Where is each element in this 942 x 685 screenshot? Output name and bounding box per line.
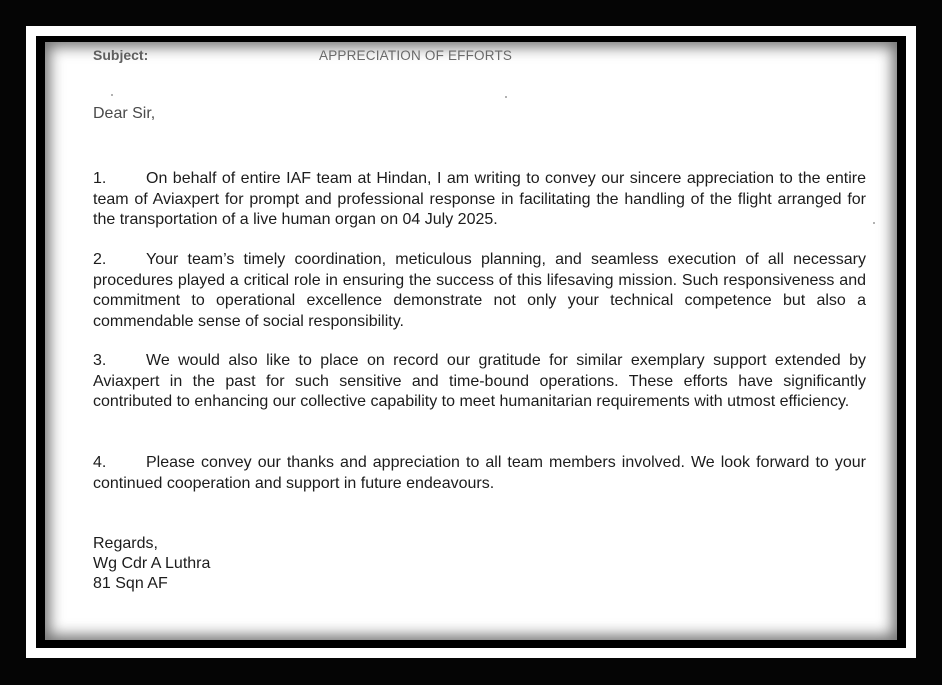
scan-speck xyxy=(873,222,875,224)
paragraph-number: 4. xyxy=(93,454,107,471)
scan-speck xyxy=(111,94,113,96)
paragraph-text: Your team’s timely coordination, meticulous planning, and seamless execution of all necessary procedures played a critical role in ensuring the success of this lifesaving mission. Such responsiveness and commitment to operational excellence demonstrate not only your technical competence but also a commendable sense of social responsibility. xyxy=(93,251,866,330)
subject-label: Subject: xyxy=(93,47,149,63)
subject-line xyxy=(93,47,512,63)
signoff-block xyxy=(93,534,866,594)
subject-text: APPRECIATION OF EFFORTS xyxy=(319,48,513,63)
paragraph-number: 3. xyxy=(93,352,107,369)
signatory-name: Wg Cdr A Luthra xyxy=(93,555,211,572)
paragraph-number: 2. xyxy=(93,251,107,268)
paragraph-4 xyxy=(93,453,866,494)
scan-speck xyxy=(505,96,507,98)
paragraph-3 xyxy=(93,351,866,413)
paragraph-number: 1. xyxy=(93,170,107,187)
paragraph-text: On behalf of entire IAF team at Hindan, I am writing to convey our sincere appreciation to the entire team of Aviaxpert for prompt and professional response in facilitating the handling of the flight arranged for the transportation of a live human organ on 04 July 2025. xyxy=(93,170,866,228)
paragraph-2 xyxy=(93,250,866,332)
paragraph-text: Please convey our thanks and appreciation to all team members involved. We look forward to your continued cooperation and support in future endeavours. xyxy=(93,454,866,492)
paragraph-text: We would also like to place on record our gratitude for similar exemplary support extended by Aviaxpert in the past for such sensitive and time-bound operations. These efforts have significantly contributed to enhancing our collective capability to meet humanitarian requirements with utmost efficiency. xyxy=(93,352,866,410)
closing: Regards, xyxy=(93,535,158,552)
salutation: Dear Sir, xyxy=(93,105,156,122)
letter-page xyxy=(45,42,897,640)
paragraph-1 xyxy=(93,169,866,231)
signatory-unit: 81 Sqn AF xyxy=(93,575,168,592)
